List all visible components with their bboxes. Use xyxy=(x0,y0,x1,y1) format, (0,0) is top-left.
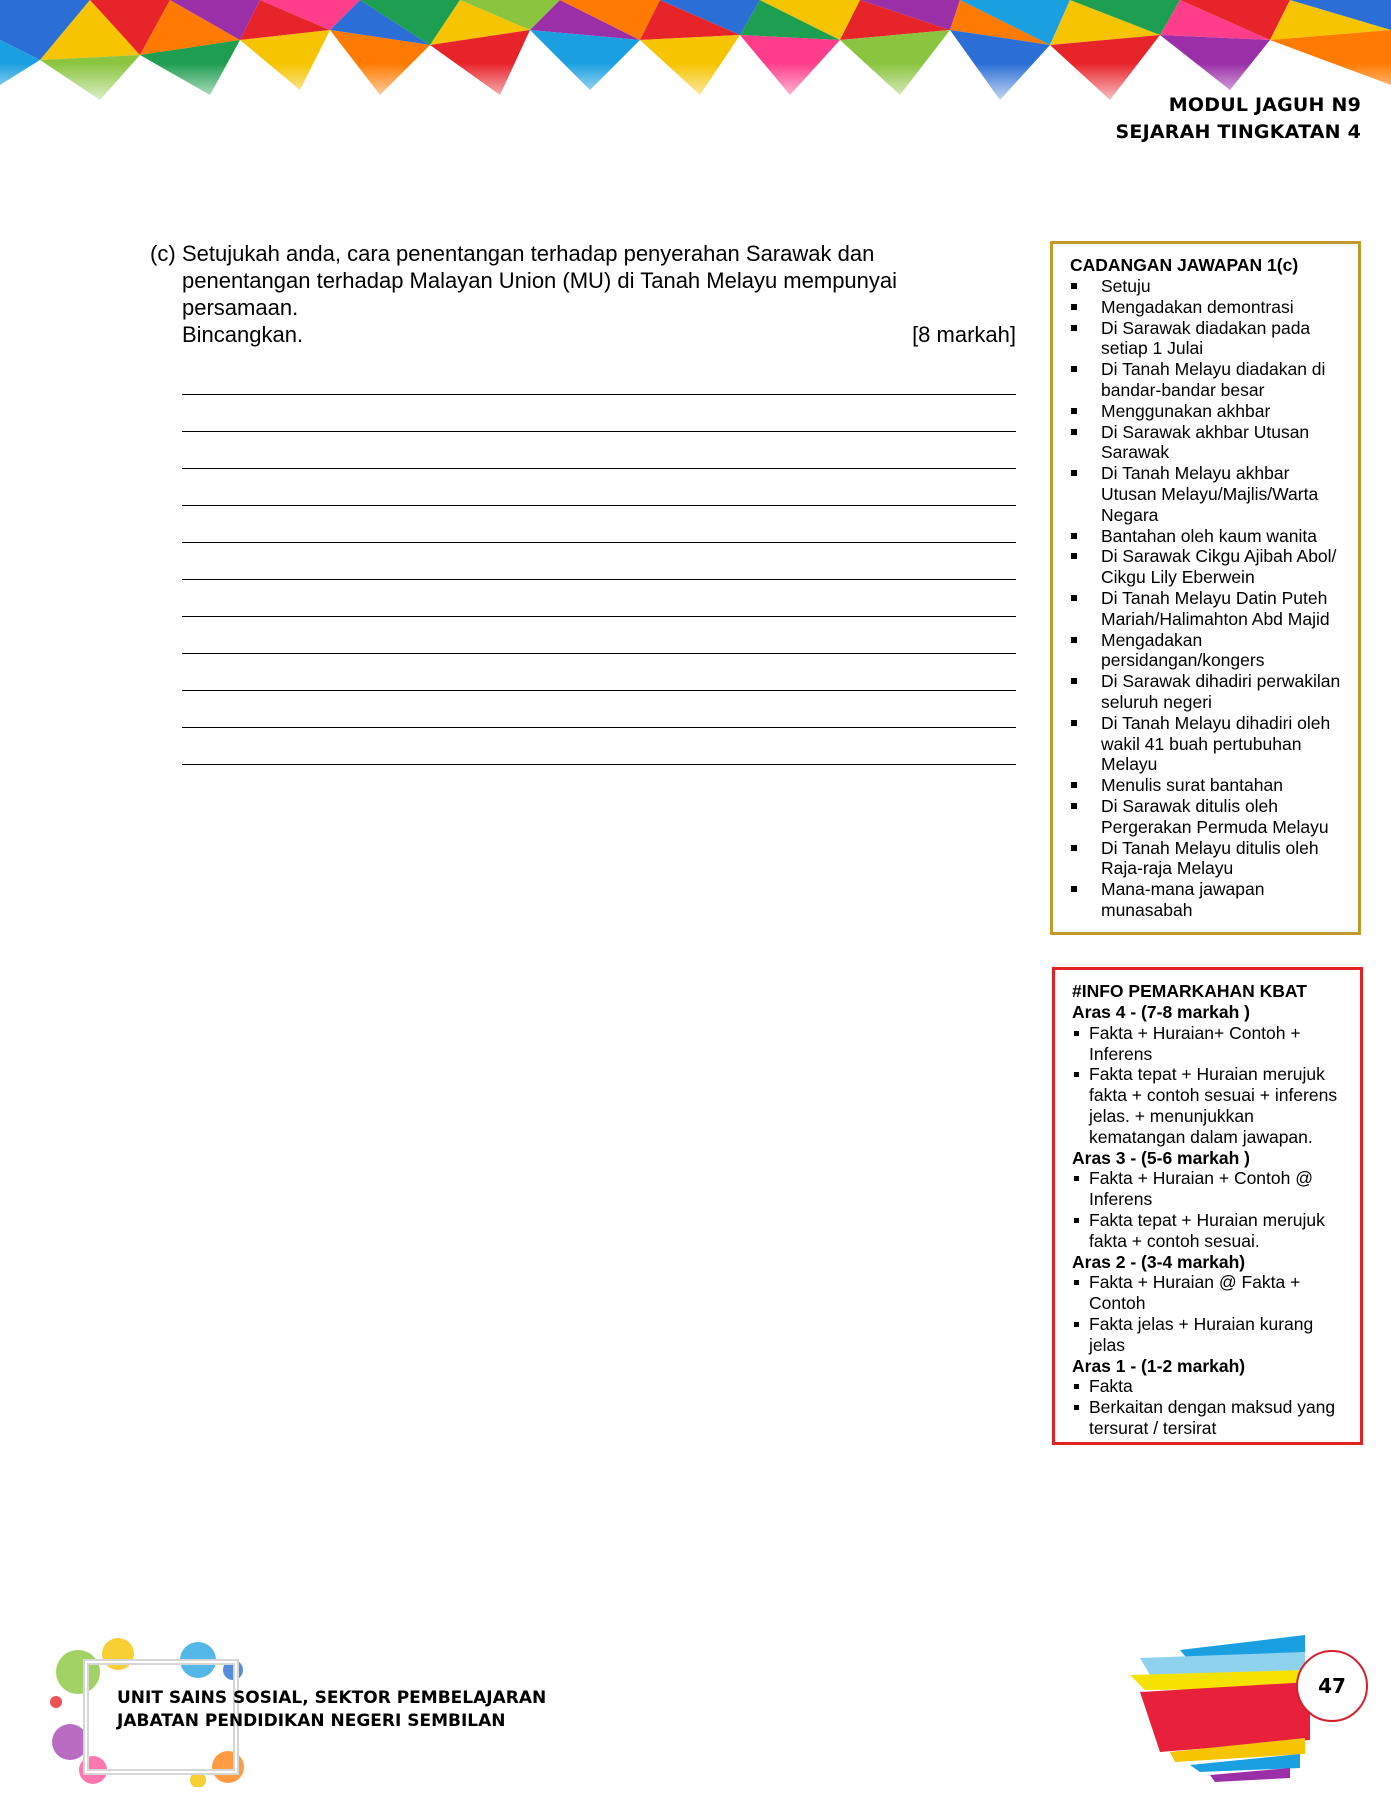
list-item: Mengadakan persidangan/kongers xyxy=(1070,630,1344,672)
list-item: Fakta xyxy=(1072,1376,1350,1397)
list-item: Di Tanah Melayu diadakan di bandar-bandar besar xyxy=(1070,359,1344,401)
suggested-answer-title: CADANGAN JAWAPAN 1(c) xyxy=(1070,255,1299,275)
page-number: 47 xyxy=(1296,1650,1368,1722)
question-line: penentangan terhadap Malayan Union (MU) di Tanah Melayu mempunyai xyxy=(182,268,898,293)
list-item: Di Tanah Melayu Datin Puteh Mariah/Halimahton Abd Majid xyxy=(1070,588,1344,630)
question-line: Setujukah anda, cara penentangan terhadap penyerahan Sarawak dan xyxy=(182,241,875,266)
marking-info-title: #INFO PEMARKAHAN KBAT xyxy=(1072,981,1307,1001)
suggested-answer-list xyxy=(1070,276,1344,921)
list-item: Di Sarawak diadakan pada setiap 1 Julai xyxy=(1070,318,1344,360)
list-item: Menulis surat bantahan xyxy=(1070,775,1344,796)
question-marks: [8 markah] xyxy=(912,322,1016,347)
level-criteria xyxy=(1072,1376,1350,1438)
list-item: Mana-mana jawapan munasabah xyxy=(1070,879,1344,921)
list-item: Di Sarawak akhbar Utusan Sarawak xyxy=(1070,422,1344,464)
level-criteria xyxy=(1072,1272,1350,1355)
question-instruction: Bincangkan. xyxy=(182,322,304,347)
list-item: Fakta jelas + Huraian kurang jelas xyxy=(1072,1314,1350,1356)
list-item: Fakta tepat + Huraian merujuk fakta + contoh sesuai. xyxy=(1072,1210,1350,1252)
list-item: Di Tanah Melayu dihadiri oleh wakil 41 buah pertubuhan Melayu xyxy=(1070,713,1344,775)
list-item: Setuju xyxy=(1070,276,1344,297)
module-title: MODUL JAGUH N9 xyxy=(1168,94,1361,116)
list-item: Di Sarawak dihadiri perwakilan seluruh negeri xyxy=(1070,671,1344,713)
list-item: Fakta + Huraian+ Contoh + Inferens xyxy=(1072,1023,1350,1065)
answer-line[interactable] xyxy=(182,580,1016,617)
answer-line[interactable] xyxy=(182,469,1016,506)
list-item: Mengadakan demontrasi xyxy=(1070,297,1344,318)
level-title: Aras 3 - (5-6 markah ) xyxy=(1072,1147,1250,1168)
list-item: Di Sarawak Cikgu Ajibah Abol/ Cikgu Lily Eberwein xyxy=(1070,546,1344,588)
question-text xyxy=(182,240,1016,348)
answer-line[interactable] xyxy=(182,543,1016,580)
level-criteria xyxy=(1072,1168,1350,1251)
list-item: Menggunakan akhbar xyxy=(1070,401,1344,422)
answer-line[interactable] xyxy=(182,506,1016,543)
list-item: Fakta + Huraian + Contoh @ Inferens xyxy=(1072,1168,1350,1210)
question-c xyxy=(150,240,1016,348)
subject-title: SEJARAH TINGKATAN 4 xyxy=(1115,121,1361,143)
level-title: Aras 2 - (3-4 markah) xyxy=(1072,1251,1246,1272)
module-header xyxy=(1116,92,1362,146)
answer-line[interactable] xyxy=(182,358,1016,395)
list-item: Fakta + Huraian @ Fakta + Contoh xyxy=(1072,1272,1350,1314)
list-item: Di Tanah Melayu ditulis oleh Raja-raja Melayu xyxy=(1070,838,1344,880)
list-item: Di Sarawak ditulis oleh Pergerakan Permuda Melayu xyxy=(1070,796,1344,838)
list-item: Bantahan oleh kaum wanita xyxy=(1070,526,1344,547)
level-title: Aras 1 - (1-2 markah) xyxy=(1072,1355,1246,1376)
footer-organization xyxy=(117,1687,546,1733)
question-instruction-row xyxy=(182,321,1016,348)
footer-unit: UNIT SAINS SOSIAL, SEKTOR PEMBELAJARAN xyxy=(117,1688,547,1708)
list-item: Berkaitan dengan maksud yang tersurat / tersirat xyxy=(1072,1397,1350,1439)
marking-info-box xyxy=(1052,967,1363,1445)
answer-line[interactable] xyxy=(182,728,1016,765)
answer-line[interactable] xyxy=(182,617,1016,654)
footer-department: JABATAN PENDIDIKAN NEGERI SEMBILAN xyxy=(117,1711,506,1731)
answer-lines xyxy=(182,358,1016,765)
answer-line[interactable] xyxy=(182,395,1016,432)
answer-line[interactable] xyxy=(182,654,1016,691)
list-item: Di Tanah Melayu akhbar Utusan Melayu/Majlis/Warta Negara xyxy=(1070,463,1344,525)
list-item: Fakta tepat + Huraian merujuk fakta + contoh sesuai + inferens jelas. + menunjukkan kematangan dalam jawapan. xyxy=(1072,1064,1350,1147)
suggested-answer-box xyxy=(1050,241,1361,935)
answer-line[interactable] xyxy=(182,691,1016,728)
answer-line[interactable] xyxy=(182,432,1016,469)
level-title: Aras 4 - (7-8 markah ) xyxy=(1072,1002,1250,1022)
question-label: (c) xyxy=(150,241,176,266)
question-line: persamaan. xyxy=(182,295,299,320)
level-criteria xyxy=(1072,1023,1350,1148)
